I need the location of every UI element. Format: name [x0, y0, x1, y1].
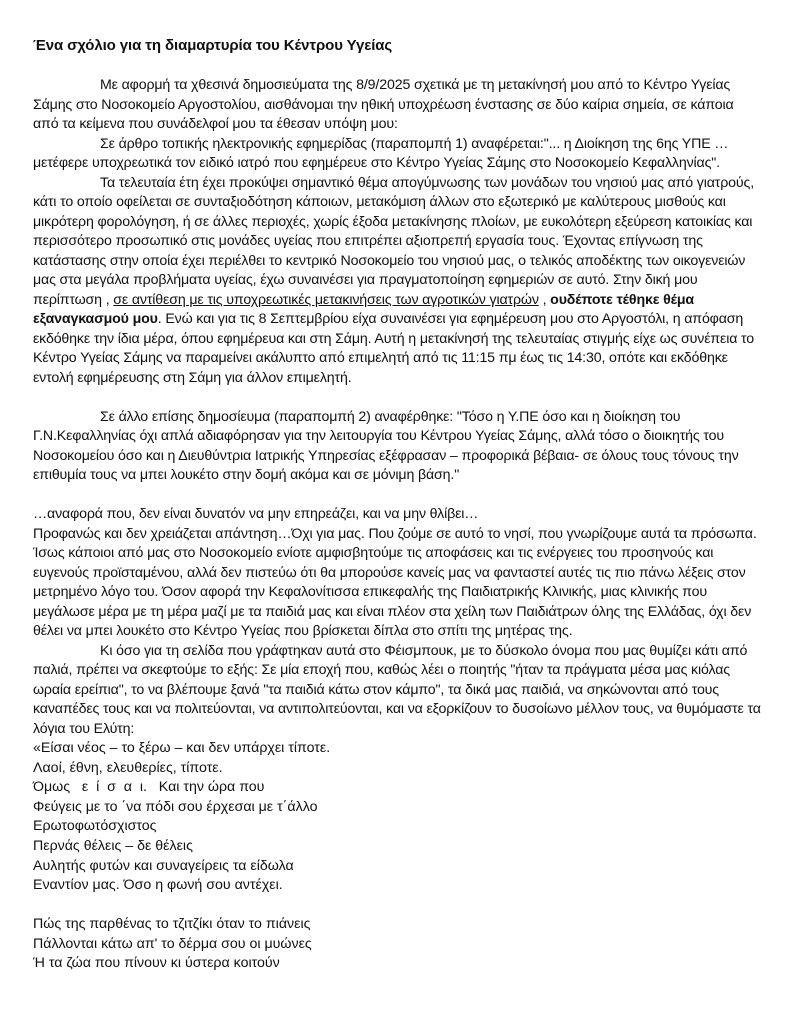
response-text-b: , [538, 291, 551, 308]
poem-line: Ερωτοφωτόσχιστος [33, 818, 157, 835]
response-text-c: . Ενώ και για τις 8 Σεπτεμβρίου είχα συναινέσει για εφημέρευση μου στο Αργοστόλι, η απόφαση εκδόθηκε την ίδια μέρα, όπου εφημέρευα και στη Σάμη. Αυτή η μετακίνησή της τελευταίας στιγμής είχε ως συνέπεια το Κέντρο Υγείας Σάμης να παραμείνει ακάλυπτο από επιμελητή από τις 11:15 πμ έως τις 14:30, οπότε και εκδόθηκε εντολή εφημέρευσης στη Σάμη για άλλον επιμελητή. [33, 311, 755, 386]
poem-line: Αυλητής φυτών και συναγείρεις τα είδωλα [33, 857, 294, 874]
spacer [33, 388, 761, 408]
bold-text: ουδέποτε τέθηκε θέμα εξαναγκασμού μου [33, 291, 694, 327]
paragraph-reaction: …αναφορά που, δεν είναι δυνατόν να μην επηρεάζει, και να μην θλίβει… [33, 506, 479, 522]
paragraph-response-2: Προφανώς και δεν χρειάζεται απάντηση…Όχι για μας. Που ζούμε σε αυτό το νησί, που γνωρίζουμε αυτά τα πρόσωπα. Ίσως κάποιοι από μας στο Νοσοκομείο ενίοτε αμφισβητούμε τις αποφάσεις και τις ενέργειες του προσηνούς και ευγενούς προϊσταμένου, αλλά δεν πιστεύω ότι θα μπορούσε κανείς μας να φανταστεί αυτές τις πιο πάνω λέξεις στον μετρημένο λόγο του. Όσον αφορά την Κεφαλονίτισσα επικεφαλής της Παιδιατρικής Κλινικής, μιας κλινικής που μεγάλωσε μέρα με τη μέρα μαζί με τα παιδιά μας και είναι πλέον στα χείλη των Παιδιάτρων όλης της Ελλάδας, όχι δεν θέλει να μπει λουκέτο στο Κέντρο Υγείας που βρίσκεται δίπλα στο σπίτι της μητέρας της. [33, 525, 757, 639]
paragraph-response-1 [33, 174, 761, 389]
paragraph-quote-1: Σε άρθρο τοπικής ηλεκτρονικής εφημερίδας (παραπομπή 1) αναφέρεται:"... η Διοίκηση της 6ης ΥΠΕ … μετέφερε υποχρεωτικά τον ειδικό ιατρό που εφημέρευε στο Κέντρο Υγείας Σάμης στο Νοσοκομείο Κεφαλληνίας". [33, 135, 729, 171]
poem-line: Πώς της παρθένας το τζιτζίκι όταν το πιάνεις [33, 916, 311, 933]
poem-block [33, 739, 761, 974]
poem-line: Εναντίον μας. Όσο η φωνή σου αντέχει. [33, 877, 283, 894]
paragraph-intro: Με αφορμή τα χθεσινά δημοσιεύματα της 8/9/2025 σχετικά με τη μετακίνησή μου από το Κέντρο Υγείας Σάμης στο Νοσοκομείο Αργοστολίου, αισθάνομαι την ηθική υποχρέωση ένστασης σε δύο καίρια σημεία, σε κάποια από τα κείμενα που συνάδελφοί μου τα έθεσαν υπόψη μου: [33, 77, 734, 132]
poem-line: Πάλλονται κάτω απ' το δέρμα σου οι μυώνες [33, 935, 312, 952]
poem-line: Ή τα ζώα που πίνουν κι ύστερα κοιτούν [33, 955, 280, 972]
underlined-text: σε αντίθεση με τις υποχρεωτικές μετακινήσεις των αγροτικών γιατρών [113, 291, 539, 308]
poem-line: Περνάς θέλεις – δε θέλεις [33, 837, 193, 854]
stanza-spacer [33, 896, 761, 916]
spacer [33, 486, 761, 506]
poem-line: Λαοί, έθνη, ελευθερίες, τίποτε. [33, 759, 223, 776]
response-text-a: Τα τελευταία έτη έχει προκύψει σημαντικό θέμα απογύμνωσης των μονάδων του νησιού μας από γιατρούς, κάτι το οποίο οφείλεται σε συνταξιοδότηση κάποιων, μετακόμιση άλλων στο εξωτερικό με καλύτερους μισθούς και μικρότερη φορολόγηση, ή σε άλλες περιοχές, χωρίς έξοδα μετακίνησης πλοίων, με ευκολότερη εξεύρεση κατοικίας και περισσότερο προσωπικό στις μονάδες υγείας που επιτρέπει αξιοπρεπή εργασία τους. Έχοντας επίγνωση της κατάστασης στην οποία έχει περιέλθει το κεντρικό Νοσοκομείο του νησιού μας, ο τελικός αποδέκτης των οικογενειών μας στα μεγάλα προβλήματα υγείας, έχω συναινέσει για πραγματοποίηση εφημεριών σε αυτό. Στην δική μου περίπτωση , [33, 174, 755, 308]
poem-line: Φεύγεις με το ΄να πόδι σου έρχεσαι με τ΄άλλο [33, 798, 318, 815]
paragraph-facebook: Κι όσο για τη σελίδα που γράφτηκαν αυτά στο Φέισμπουκ, με το δύσκολο όνομα που μας θυμίζει κάτι από παλιά, πρέπει να σκεφτούμε το εξής: Σε μία εποχή που, καθώς λέει ο ποιητής "ήταν τα πράγματα μέσα μας κιόλας ωραία ερείπια", το να βλέπουμε ξανά "τα παιδιά κάτω στον κάμπο", τα δικά μας παιδιά, να σηκώνονται από τους καναπέδες τους και να πολιτεύονται, να αντιπολιτεύονται, και να εξορκίζουν το δυσοίωνο μέλλον τους, να θυμόμαστε τα λόγια του Ελύτη: [33, 642, 761, 737]
document-title: Ένα σχόλιο για τη διαμαρτυρία του Κέντρου Υγείας [33, 37, 393, 54]
document-page [33, 36, 761, 974]
poem-line: «Είσαι νέος – το ξέρω – και δεν υπάρχει τίποτε. [33, 740, 331, 756]
paragraph-quote-2: Σε άλλο επίσης δημοσίευμα (παραπομπή 2) αναφέρθηκε: "Τόσο η Υ.ΠΕ όσο και η διοίκηση του Γ.Ν.Κεφαλληνίας όχι απλά αδιαφόρησαν για την λειτουργία του Κέντρου Υγείας Σάμης, αλλά τόσο ο διοικητής του Νοσοκομείου όσο και η Διευθύντρια Ιατρικής Υπηρεσίας εξέφρασαν – προφορικά βέβαια- σε όλους τους τόνους την επιθυμία τους να μπει λουκέτο στην δομή ακόμα και σε μόνιμη βάση." [33, 408, 739, 483]
poem-line: Όμως ε ί σ α ι. Και την ώρα που [33, 779, 265, 796]
